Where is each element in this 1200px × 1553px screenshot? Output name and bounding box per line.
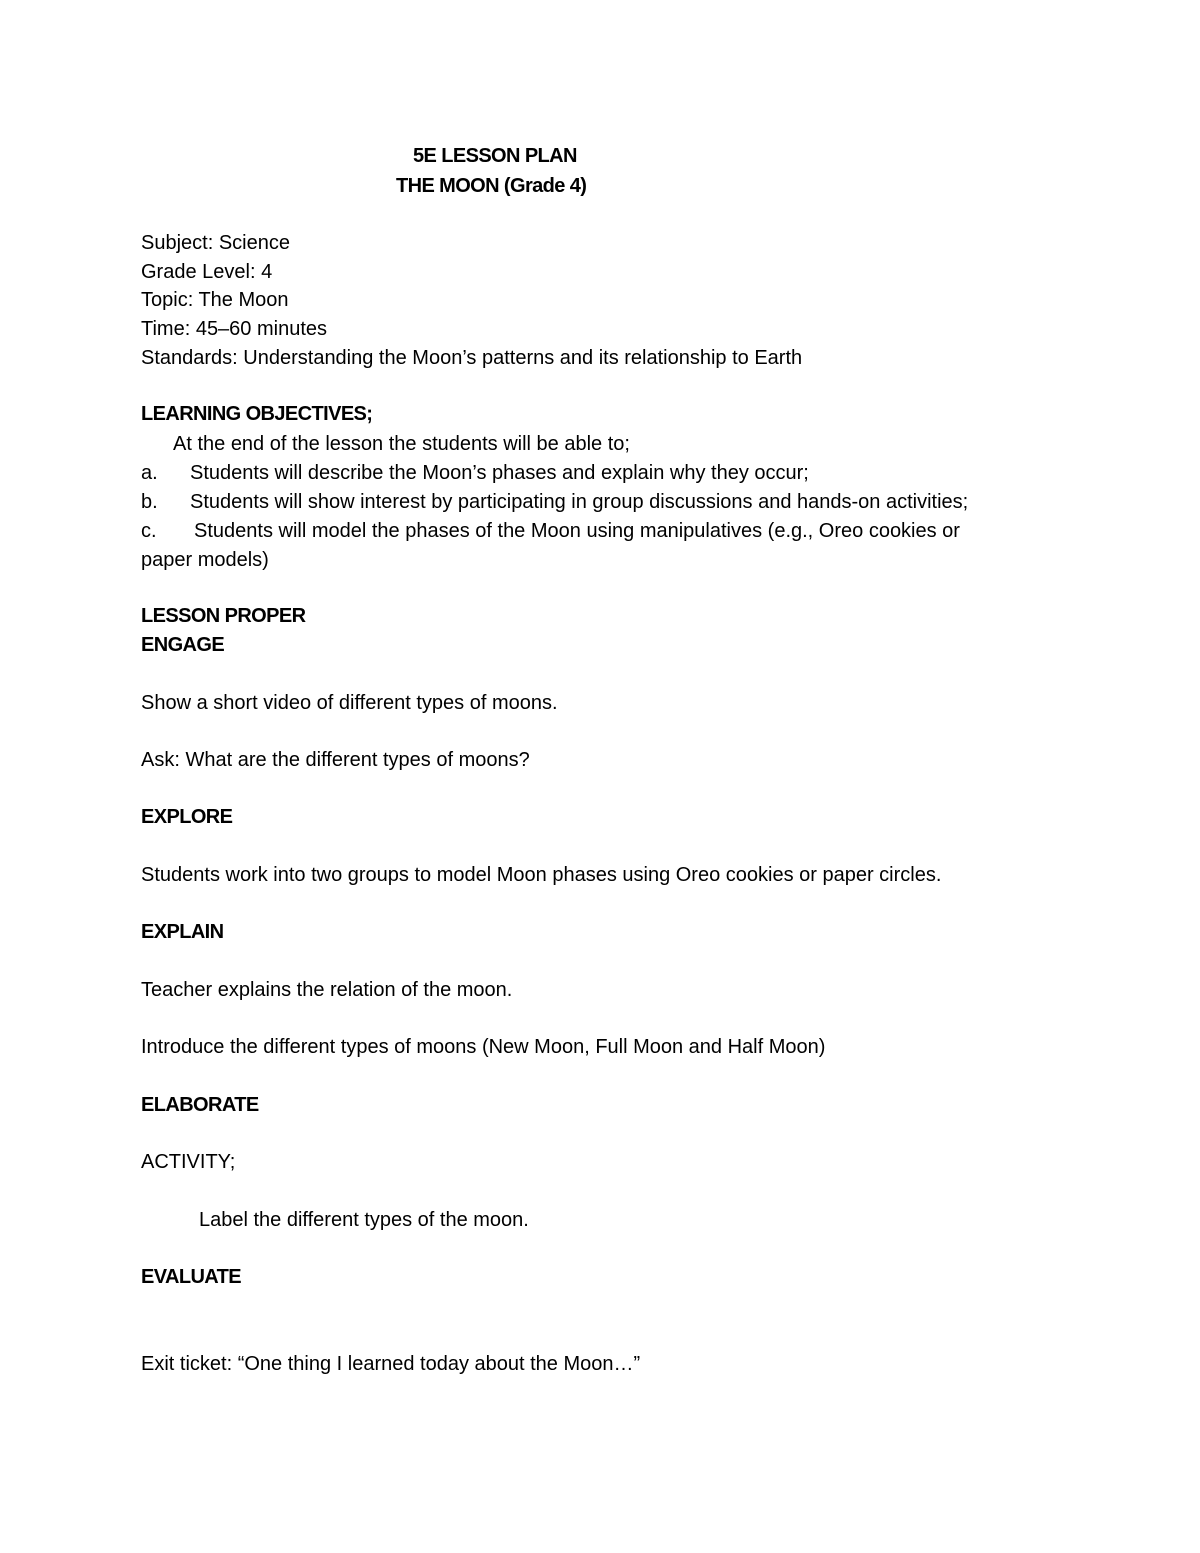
grade-level-line: Grade Level: 4	[141, 261, 273, 283]
time-line: Time: 45–60 minutes	[141, 318, 328, 340]
explain-paragraph-2: Introduce the different types of moons (New Moon, Full Moon and Half Moon)	[141, 1036, 826, 1058]
elaborate-heading: ELABORATE	[141, 1094, 259, 1116]
objective-text: Students will show interest by participating in group discussions and hands-on activities;	[190, 491, 969, 513]
objective-item	[141, 519, 960, 543]
explain-paragraph: Teacher explains the relation of the moon.	[141, 979, 513, 1001]
activity-label: ACTIVITY;	[141, 1151, 236, 1173]
activity-task: Label the different types of the moon.	[199, 1209, 529, 1231]
engage-question: Ask: What are the different types of moons?	[141, 749, 530, 771]
evaluate-heading: EVALUATE	[141, 1266, 242, 1288]
subject-line: Subject: Science	[141, 232, 290, 254]
explore-paragraph: Students work into two groups to model Moon phases using Oreo cookies or paper circles.	[141, 864, 942, 886]
objective-item	[141, 461, 809, 485]
objective-item	[141, 490, 968, 514]
document-subtitle: THE MOON (Grade 4)	[396, 175, 587, 197]
standards-line: Standards: Understanding the Moon’s patterns and its relationship to Earth	[141, 347, 803, 369]
explore-heading: EXPLORE	[141, 806, 233, 828]
topic-line: Topic: The Moon	[141, 289, 289, 311]
explain-heading: EXPLAIN	[141, 921, 224, 943]
objectives-intro: At the end of the lesson the students will be able to;	[173, 433, 630, 455]
objective-text: Students will describe the Moon’s phases and explain why they occur;	[190, 462, 809, 484]
engage-heading: ENGAGE	[141, 634, 225, 656]
objective-text: Students will model the phases of the Moon using manipulatives (e.g., Oreo cookies or	[194, 520, 960, 542]
engage-paragraph: Show a short video of different types of moons.	[141, 692, 558, 714]
objective-marker: c.	[141, 520, 157, 542]
document-title: 5E LESSON PLAN	[413, 145, 577, 167]
objective-continued: paper models)	[141, 549, 269, 571]
objective-marker: a.	[141, 462, 158, 484]
objectives-heading: LEARNING OBJECTIVES;	[141, 403, 373, 425]
lesson-proper-heading: LESSON PROPER	[141, 605, 306, 627]
exit-ticket: Exit ticket: “One thing I learned today about the Moon…”	[141, 1353, 641, 1375]
objective-marker: b.	[141, 491, 158, 513]
